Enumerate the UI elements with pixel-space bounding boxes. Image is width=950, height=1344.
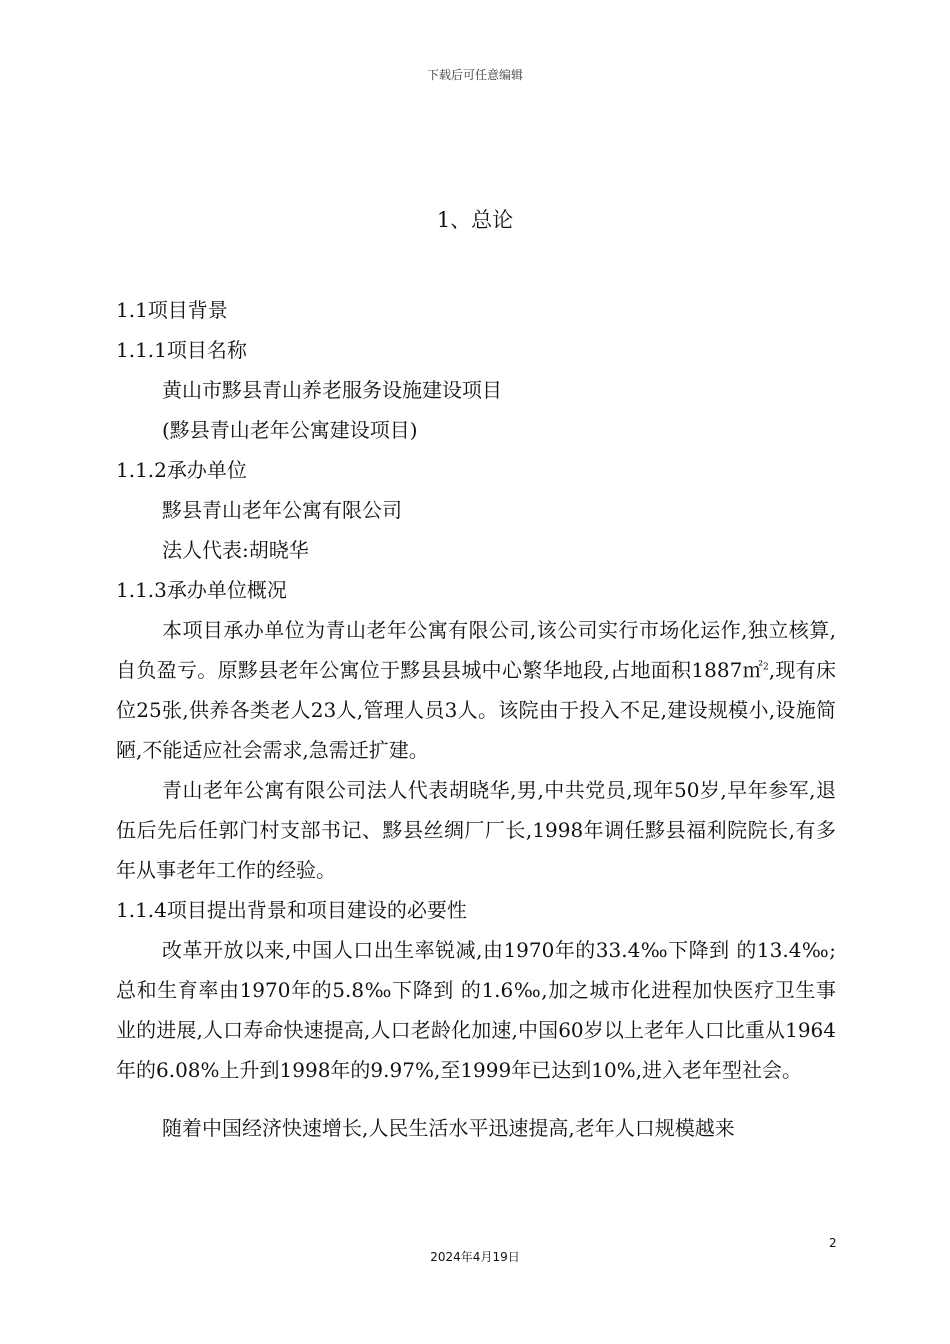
- page-number: 2: [829, 1236, 837, 1250]
- organizer-name: 黟县青山老年公寓有限公司: [162, 498, 402, 522]
- document-body: [116, 290, 836, 1148]
- page-header: 下载后可任意编辑: [426, 68, 523, 82]
- section-heading-1-1-2: 1.1.2承办单位: [116, 458, 247, 482]
- page-footer-date: 2024年4月19日: [430, 1250, 520, 1264]
- project-name: 黄山市黟县青山养老服务设施建设项目: [162, 378, 502, 402]
- chapter-title: 1、总论: [436, 208, 514, 232]
- overview-text-part-2: ,现有床位25张,供养各类老人23人,管理人员3人。该院由于投入不足,建设规模小,设施简陋,不能适应社会需求,急需迁扩建。: [116, 658, 836, 762]
- section-heading-1-1-1: 1.1.1项目名称: [116, 338, 247, 362]
- area-superscript: 2: [762, 662, 769, 673]
- continuation-paragraph: 随着中国经济快速增长,人民生活水平迅速提高,老年人口规模越来: [162, 1116, 735, 1140]
- section-heading-1-1-4: 1.1.4项目提出背景和项目建设的必要性: [116, 898, 467, 922]
- background-paragraph: 改革开放以来,中国人口出生率锐减,由1970年的33.4‰下降到 的13.4‰;总和生育率由1970年的5.8‰下降到 的1.6‰,加之城市化进程加快医疗卫生事业的进展,人口寿命快速提高,人口老龄化加速,中国60岁以上老年人口比重从1964年的6.08%上升到1998年的9.97%,至1999年已达到10%,进入老年型社会。: [116, 938, 836, 1082]
- legal-representative: 法人代表:胡晓华: [162, 538, 309, 562]
- section-heading-1-1-3: 1.1.3承办单位概况: [116, 578, 287, 602]
- paragraph-gap: [116, 1090, 836, 1108]
- organizer-overview-paragraph: [116, 610, 836, 770]
- section-heading-1-1: 1.1项目背景: [116, 298, 228, 322]
- representative-paragraph: 青山老年公寓有限公司法人代表胡晓华,男,中共党员,现年50岁,早年参军,退伍后先后任郭门村支部书记、黟县丝绸厂厂长,1998年调任黟县福利院院长,有多年从事老年工作的经验。: [116, 778, 836, 882]
- overview-text-part-1: 本项目承办单位为青山老年公寓有限公司,该公司实行市场化运作,独立核算,自负盈亏。原黟县老年公寓位于黟县县城中心繁华地段,占地面积1887㎡: [116, 618, 836, 682]
- project-alt-name: (黟县青山老年公寓建设项目): [162, 418, 418, 442]
